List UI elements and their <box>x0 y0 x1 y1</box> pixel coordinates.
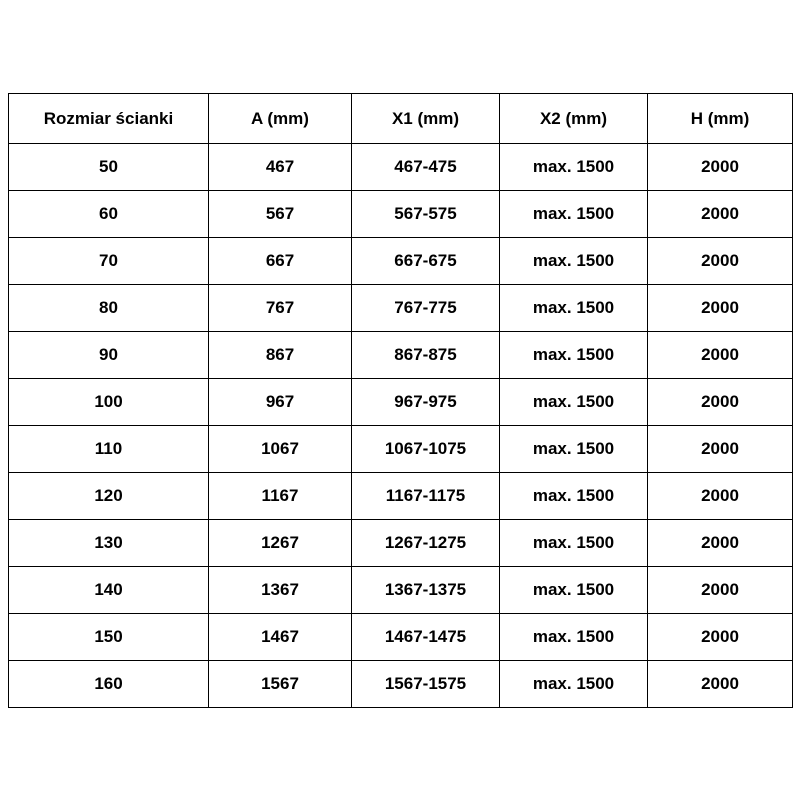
cell-size: 80 <box>9 285 209 332</box>
column-header-x2: X2 (mm) <box>500 94 648 144</box>
cell-h: 2000 <box>648 426 793 473</box>
table-header <box>9 94 793 144</box>
cell-a: 1067 <box>209 426 352 473</box>
table-row <box>9 661 793 708</box>
table-row <box>9 520 793 567</box>
cell-a: 767 <box>209 285 352 332</box>
cell-a: 1267 <box>209 520 352 567</box>
cell-h: 2000 <box>648 285 793 332</box>
table-row <box>9 614 793 661</box>
column-header-x1: X1 (mm) <box>352 94 500 144</box>
table-row <box>9 473 793 520</box>
table-row <box>9 379 793 426</box>
cell-x1: 567-575 <box>352 191 500 238</box>
cell-size: 90 <box>9 332 209 379</box>
cell-x1: 967-975 <box>352 379 500 426</box>
cell-x1: 1467-1475 <box>352 614 500 661</box>
cell-h: 2000 <box>648 144 793 191</box>
cell-a: 467 <box>209 144 352 191</box>
cell-x2: max. 1500 <box>500 520 648 567</box>
cell-size: 160 <box>9 661 209 708</box>
cell-x2: max. 1500 <box>500 285 648 332</box>
cell-x2: max. 1500 <box>500 614 648 661</box>
cell-a: 667 <box>209 238 352 285</box>
cell-size: 140 <box>9 567 209 614</box>
table-row <box>9 238 793 285</box>
table-row <box>9 567 793 614</box>
cell-x1: 767-775 <box>352 285 500 332</box>
shower-wall-dimensions-table <box>8 93 793 708</box>
cell-h: 2000 <box>648 332 793 379</box>
cell-h: 2000 <box>648 473 793 520</box>
column-header-a: A (mm) <box>209 94 352 144</box>
cell-size: 70 <box>9 238 209 285</box>
cell-h: 2000 <box>648 379 793 426</box>
cell-x1: 667-675 <box>352 238 500 285</box>
cell-x1: 1067-1075 <box>352 426 500 473</box>
cell-h: 2000 <box>648 520 793 567</box>
spec-table-container <box>8 93 792 708</box>
cell-size: 130 <box>9 520 209 567</box>
cell-x2: max. 1500 <box>500 144 648 191</box>
cell-h: 2000 <box>648 191 793 238</box>
cell-x2: max. 1500 <box>500 332 648 379</box>
cell-x2: max. 1500 <box>500 473 648 520</box>
table-row <box>9 144 793 191</box>
cell-h: 2000 <box>648 661 793 708</box>
cell-size: 150 <box>9 614 209 661</box>
table-row <box>9 426 793 473</box>
cell-x2: max. 1500 <box>500 426 648 473</box>
cell-x1: 1167-1175 <box>352 473 500 520</box>
cell-a: 1367 <box>209 567 352 614</box>
cell-x1: 467-475 <box>352 144 500 191</box>
table-row <box>9 191 793 238</box>
column-header-h: H (mm) <box>648 94 793 144</box>
cell-x1: 1567-1575 <box>352 661 500 708</box>
table-row <box>9 332 793 379</box>
table-body <box>9 144 793 708</box>
table-row <box>9 285 793 332</box>
cell-size: 60 <box>9 191 209 238</box>
cell-x2: max. 1500 <box>500 191 648 238</box>
cell-a: 1467 <box>209 614 352 661</box>
cell-a: 867 <box>209 332 352 379</box>
cell-h: 2000 <box>648 238 793 285</box>
cell-x1: 1367-1375 <box>352 567 500 614</box>
cell-size: 100 <box>9 379 209 426</box>
cell-size: 50 <box>9 144 209 191</box>
column-header-rozmiar-scianki: Rozmiar ścianki <box>9 94 209 144</box>
cell-x2: max. 1500 <box>500 661 648 708</box>
cell-h: 2000 <box>648 614 793 661</box>
cell-a: 567 <box>209 191 352 238</box>
cell-x1: 867-875 <box>352 332 500 379</box>
cell-size: 110 <box>9 426 209 473</box>
cell-x2: max. 1500 <box>500 238 648 285</box>
cell-a: 1167 <box>209 473 352 520</box>
table-header-row <box>9 94 793 144</box>
cell-h: 2000 <box>648 567 793 614</box>
cell-a: 967 <box>209 379 352 426</box>
cell-size: 120 <box>9 473 209 520</box>
cell-a: 1567 <box>209 661 352 708</box>
cell-x1: 1267-1275 <box>352 520 500 567</box>
cell-x2: max. 1500 <box>500 567 648 614</box>
cell-x2: max. 1500 <box>500 379 648 426</box>
